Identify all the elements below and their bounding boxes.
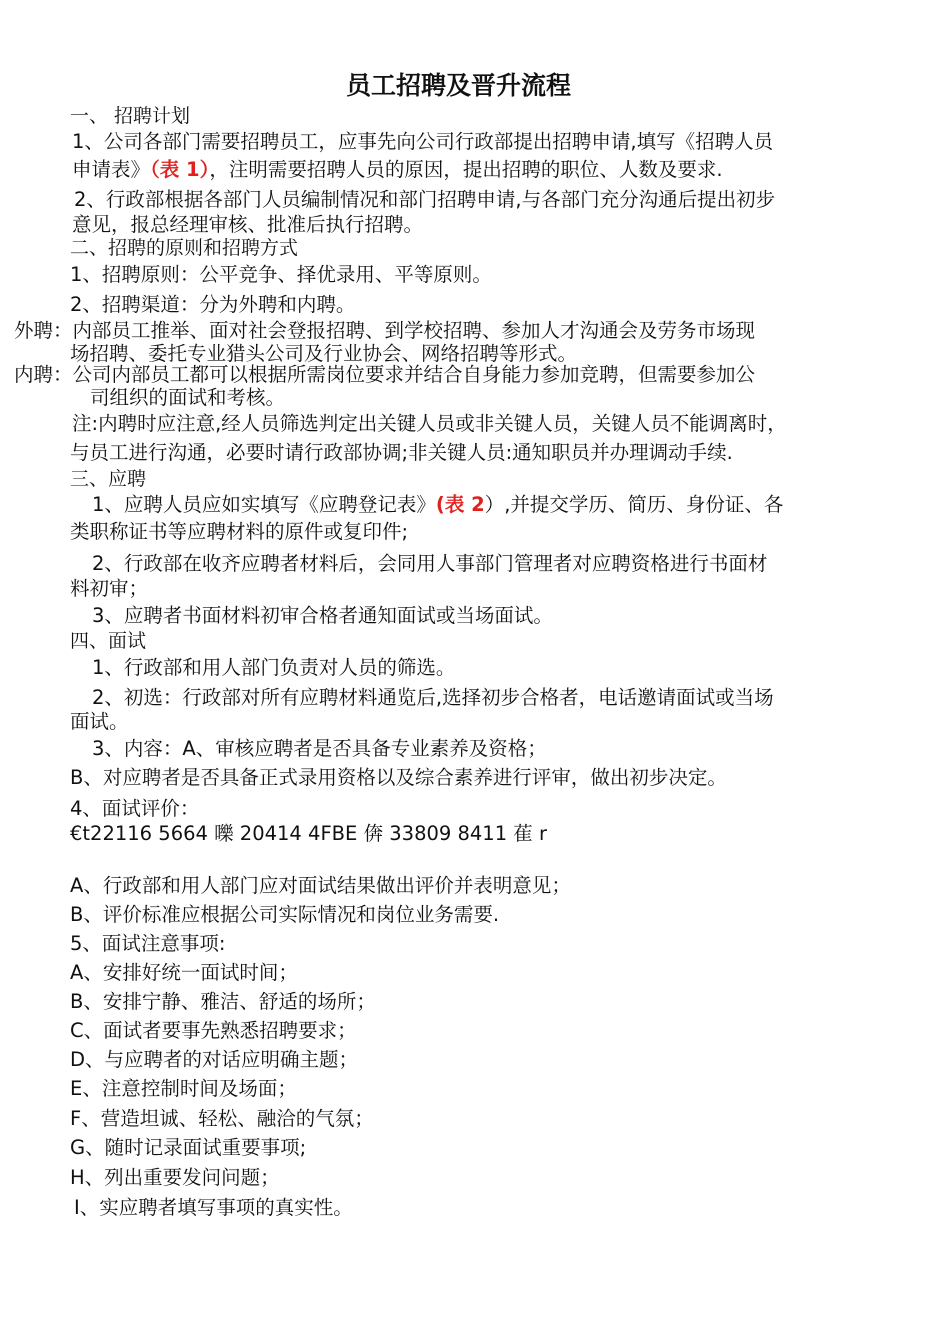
section-heading-principles: 二、招聘的原则和招聘方式 [70, 237, 299, 259]
paragraph-line: 1、招聘原则：公平竞争、择优录用、平等原则。 [70, 263, 492, 286]
section-heading-interview: 四、面试 [70, 630, 147, 652]
paragraph-line: 1、公司各部门需要招聘员工，应事先向公司行政部提出招聘申请,填写《招聘人员 [72, 130, 774, 153]
list-item: D、与应聘者的对话应明确主题； [70, 1048, 359, 1071]
section-heading-apply: 三、应聘 [70, 468, 147, 490]
list-item: C、面试者要事先熟悉招聘要求； [70, 1019, 357, 1042]
paragraph-line: 3、内容：A、审核应聘者是否具备专业素养及资格； [92, 737, 547, 760]
list-item: E、注意控制时间及场面； [70, 1077, 297, 1100]
paragraph-line [72, 158, 723, 182]
text-segment: ）,并提交学历、简历、身份证、各 [484, 493, 784, 516]
paragraph-line: 5、面试注意事项: [70, 932, 226, 955]
paragraph-line: B、评价标准应根据公司实际情况和岗位业务需要. [70, 903, 500, 926]
paragraph-line: 3、应聘者书面材料初审合格者通知面试或当场面试。 [92, 604, 553, 627]
paragraph-line: 2、行政部在收齐应聘者材料后，会同用人事部门管理者对应聘资格进行书面材 [92, 552, 768, 575]
paragraph-line: 面试。 [70, 710, 129, 733]
garbled-text-line: €t22116 5664 嚛 20414 4FBE 倴 33809 8411 萑 r [70, 822, 548, 845]
paragraph-line: 外聘：内部员工推举、面对社会登报招聘、到学校招聘、参加人才沟通会及劳务市场现 [14, 319, 756, 342]
paragraph-line: B、对应聘者是否具备正式录用资格以及综合素养进行评审，做出初步决定。 [70, 766, 727, 789]
section-heading-plan: 一、 招聘计划 [70, 105, 191, 127]
paragraph-line: 料初审； [70, 577, 149, 600]
text-segment: 申请表》 [72, 158, 151, 181]
paragraph-line: 意见，报总经理审核、批准后执行招聘。 [72, 213, 424, 236]
paragraph-line: 类职称证书等应聘材料的原件或复印件; [70, 520, 409, 543]
paragraph-line: 2、行政部根据各部门人员编制情况和部门招聘申请,与各部门充分沟通后提出初步 [74, 188, 776, 211]
paragraph-line: 司组织的面试和考核。 [90, 386, 286, 409]
list-item: H、列出重要发问问题； [70, 1166, 280, 1189]
paragraph-line: 内聘：公司内部员工都可以根据所需岗位要求并结合自身能力参加竞聘，但需要参加公 [14, 363, 756, 386]
list-item: A、安排好统一面试时间； [70, 961, 298, 984]
list-item: F、营造坦诚、轻松、融洽的气氛； [70, 1107, 374, 1130]
paragraph-line: 注:内聘时应注意,经人员筛选判定出关键人员或非关键人员，关键人员不能调离时， [72, 412, 787, 435]
paragraph-line: 2、招聘渠道：分为外聘和内聘。 [70, 293, 356, 316]
page-title: 员工招聘及晋升流程 [346, 71, 572, 100]
paragraph-line: 1、行政部和用人部门负责对人员的筛选。 [92, 656, 456, 679]
paragraph-line: 与员工进行沟通，必要时请行政部协调;非关键人员:通知职员并办理调动手续. [70, 441, 733, 464]
table-ref-highlight: （表 1） [150, 158, 210, 181]
paragraph-line: 4、面试评价： [70, 797, 200, 820]
list-item: G、随时记录面试重要事项; [70, 1136, 307, 1159]
paragraph-line: 场招聘、委托专业猎头公司及行业协会、网络招聘等形式。 [70, 342, 578, 365]
paragraph-line: 2、初选：行政部对所有应聘材料通览后,选择初步合格者，电话邀请面试或当场 [92, 686, 774, 709]
paragraph-line: A、行政部和用人部门应对面试结果做出评价并表明意见； [70, 874, 571, 897]
list-item: I、实应聘者填写事项的真实性。 [74, 1196, 353, 1219]
text-segment: ，注明需要招聘人员的原因，提出招聘的职位、人数及要求. [209, 158, 723, 181]
table-ref-highlight: (表 2 [435, 493, 485, 516]
list-item: B、安排宁静、雅洁、舒适的场所； [70, 990, 376, 1013]
text-segment: 1、应聘人员应如实填写《应聘登记表》 [92, 493, 436, 516]
paragraph-line [92, 493, 783, 517]
